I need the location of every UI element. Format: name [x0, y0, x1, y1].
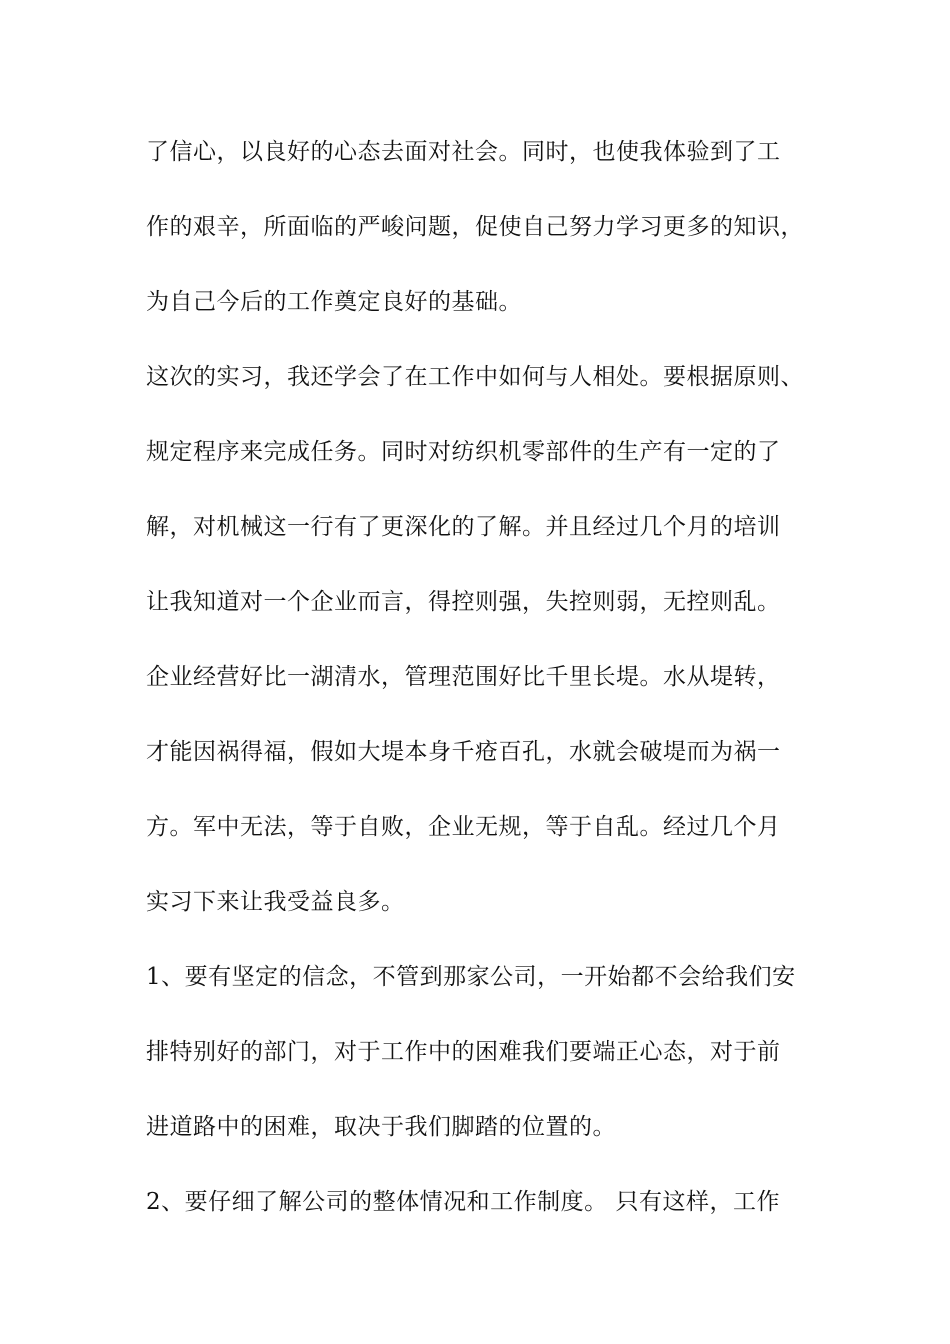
- text-line: 1、要有坚定的信念，不管到那家公司，一开始都不会给我们安: [146, 964, 796, 990]
- text-line: 规定程序来完成任务。同时对纺织机零部件的生产有一定的了: [146, 439, 781, 465]
- text-line: 方。军中无法，等于自败，企业无规，等于自乱。经过几个月: [146, 814, 781, 840]
- text-line: 作的艰辛，所面临的严峻问题，促使自己努力学习更多的知识，: [146, 214, 804, 240]
- text-line: 这次的实习，我还学会了在工作中如何与人相处。要根据原则、: [146, 364, 804, 390]
- text-line: 进道路中的困难，取决于我们脚踏的位置的。: [146, 1114, 616, 1140]
- text-line: 才能因祸得福，假如大堤本身千疮百孔，水就会破堤而为祸一: [146, 739, 781, 765]
- text-line: 实习下来让我受益良多。: [146, 889, 405, 915]
- text-line: 企业经营好比一湖清水，管理范围好比千里长堤。水从堤转，: [146, 664, 781, 690]
- text-line: 了信心，以良好的心态去面对社会。同时，也使我体验到了工: [146, 139, 781, 165]
- text-line: 解，对机械这一行有了更深化的了解。并且经过几个月的培训: [146, 514, 781, 540]
- text-line: 为自己今后的工作奠定良好的基础。: [146, 289, 522, 315]
- text-line: 让我知道对一个企业而言，得控则强，失控则弱，无控则乱。: [146, 589, 781, 615]
- text-line: 2、要仔细了解公司的整体情况和工作制度。 只有这样，工作: [146, 1189, 780, 1215]
- text-line: 排特别好的部门，对于工作中的困难我们要端正心态，对于前: [146, 1039, 781, 1065]
